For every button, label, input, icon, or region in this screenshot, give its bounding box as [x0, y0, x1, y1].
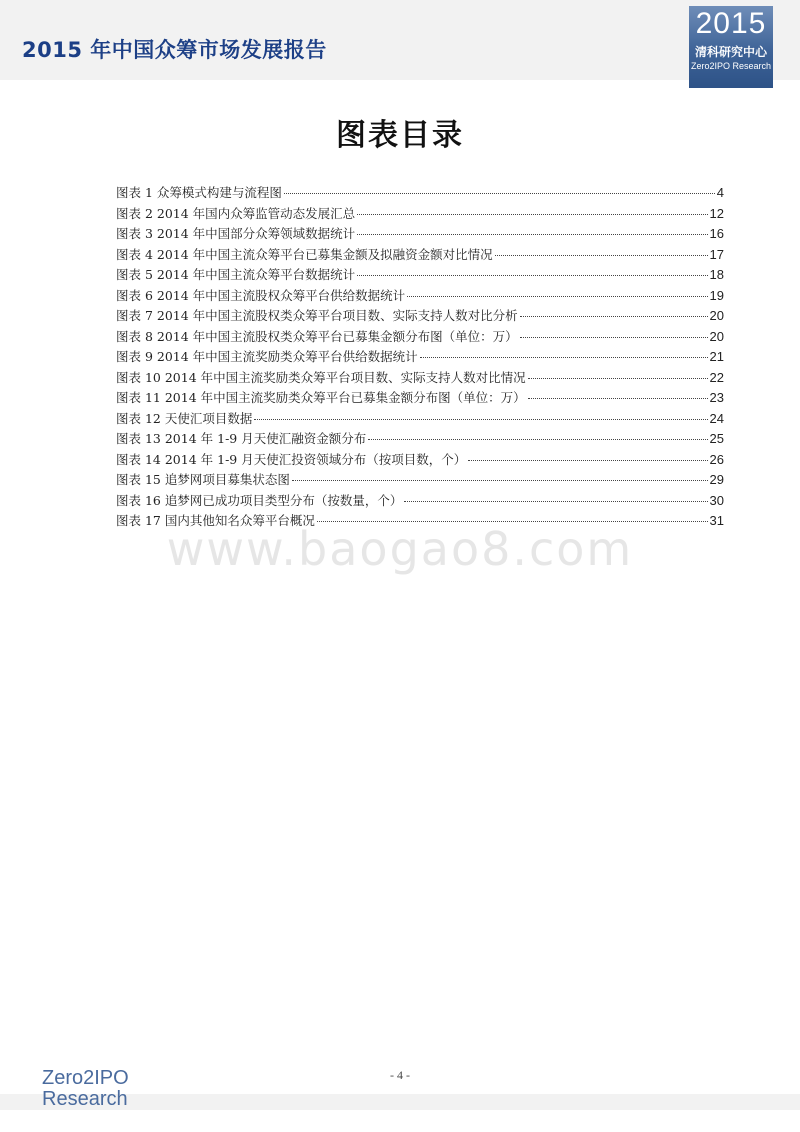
- toc-entry-page: 26: [709, 451, 724, 467]
- toc-entry-label: 图表 10 2014 年中国主流奖励类众筹平台项目数、实际支持人数对比情况: [116, 369, 526, 385]
- badge-org-cn: 清科研究中心: [694, 45, 767, 59]
- toc-entry-page: 30: [709, 492, 724, 508]
- toc-entry-page: 29: [709, 472, 724, 487]
- toc-entry[interactable]: [116, 409, 724, 430]
- toc-entry-label: 图表 11 2014 年中国主流奖励类众筹平台已募集金额分布图（单位：万）: [116, 390, 526, 405]
- toc-entry[interactable]: [116, 245, 724, 266]
- toc-entry[interactable]: [116, 204, 724, 225]
- toc-entry-page: 18: [709, 267, 724, 282]
- toc-entry-page: 17: [709, 246, 724, 262]
- toc-leader-dots: [357, 214, 707, 215]
- toc-entry-page: 25: [709, 431, 724, 446]
- figure-index-list: [116, 183, 724, 532]
- toc-entry[interactable]: [116, 450, 724, 471]
- toc-entry-page: 12: [709, 205, 724, 221]
- toc-entry-page: 22: [709, 369, 724, 385]
- page-heading: 图表目录: [336, 118, 464, 153]
- toc-leader-dots: [468, 460, 707, 461]
- toc-leader-dots: [254, 419, 707, 420]
- toc-entry-label: 图表 2 2014 年国内众筹监管动态发展汇总: [116, 205, 356, 221]
- toc-entry-page: 20: [709, 328, 724, 344]
- zero2ipo-badge-logo: [689, 6, 773, 88]
- toc-leader-dots: [420, 357, 708, 358]
- toc-leader-dots: [368, 439, 707, 440]
- toc-entry-label: 图表 1 众筹模式构建与流程图: [116, 185, 282, 200]
- toc-leader-dots: [520, 316, 708, 317]
- toc-entry[interactable]: [116, 327, 724, 348]
- toc-entry[interactable]: [116, 368, 724, 389]
- toc-entry[interactable]: [116, 183, 724, 204]
- report-title: 2015 年中国众筹市场发展报告: [22, 38, 327, 62]
- toc-entry-page: 24: [709, 410, 724, 426]
- toc-entry-page: 23: [709, 390, 724, 405]
- toc-entry[interactable]: [116, 306, 724, 327]
- toc-entry[interactable]: [116, 265, 724, 286]
- page-header: [0, 0, 800, 80]
- toc-entry[interactable]: [116, 470, 724, 491]
- watermark: www.baogao8.com: [166, 522, 634, 576]
- toc-entry-label: 图表 16 追梦网已成功项目类型分布（按数量，个）: [116, 492, 403, 508]
- toc-leader-dots: [284, 193, 715, 194]
- toc-entry-label: 图表 3 2014 年中国部分众筹领域数据统计: [116, 226, 356, 241]
- footer-logo: [42, 1068, 129, 1110]
- toc-entry-label: 图表 13 2014 年 1-9 月天使汇融资金额分布: [116, 431, 367, 446]
- toc-leader-dots: [407, 296, 707, 297]
- toc-leader-dots: [357, 275, 707, 276]
- toc-entry-label: 图表 7 2014 年中国主流股权类众筹平台项目数、实际支持人数对比分析: [116, 308, 518, 323]
- toc-entry-page: 21: [709, 349, 724, 364]
- badge-org-en: Zero2IPO Research: [690, 61, 772, 71]
- toc-entry-label: 图表 6 2014 年中国主流股权众筹平台供给数据统计: [116, 287, 406, 303]
- toc-entry[interactable]: [116, 224, 724, 245]
- toc-entry-page: 20: [709, 308, 724, 323]
- toc-entry[interactable]: [116, 491, 724, 512]
- toc-leader-dots: [292, 480, 708, 481]
- footer-logo-line1: Zero2IPO: [42, 1067, 129, 1089]
- toc-entry[interactable]: [116, 347, 724, 368]
- toc-entry-label: 图表 14 2014 年 1-9 月天使汇投资领域分布（按项目数，个）: [116, 451, 467, 467]
- toc-leader-dots: [404, 501, 707, 502]
- badge-year: 2015: [695, 7, 767, 40]
- toc-entry-label: 图表 15 追梦网项目募集状态图: [116, 472, 290, 487]
- toc-leader-dots: [520, 337, 708, 338]
- toc-entry[interactable]: [116, 388, 724, 409]
- toc-entry[interactable]: [116, 429, 724, 450]
- toc-entry[interactable]: [116, 286, 724, 307]
- toc-entry-label: 图表 4 2014 年中国主流众筹平台已募集金额及拟融资金额对比情况: [116, 246, 493, 262]
- page-number: - 4 -: [390, 1068, 410, 1082]
- toc-entry-label: 图表 8 2014 年中国主流股权类众筹平台已募集金额分布图（单位：万）: [116, 328, 518, 344]
- toc-entry-label: 图表 12 天使汇项目数据: [116, 410, 253, 426]
- footer-logo-line2: Research: [42, 1088, 128, 1110]
- toc-leader-dots: [528, 398, 708, 399]
- toc-entry-page: 19: [709, 287, 724, 303]
- toc-entry-label: 图表 17 国内其他知名众筹平台概况: [116, 513, 315, 528]
- toc-entry-label: 图表 9 2014 年中国主流奖励类众筹平台供给数据统计: [116, 349, 418, 364]
- toc-entry-page: 31: [709, 513, 724, 528]
- toc-entry-page: 4: [716, 185, 724, 200]
- toc-entry-page: 16: [709, 226, 724, 241]
- toc-leader-dots: [495, 255, 708, 256]
- toc-leader-dots: [357, 234, 707, 235]
- toc-leader-dots: [528, 378, 708, 379]
- toc-entry-label: 图表 5 2014 年中国主流众筹平台数据统计: [116, 267, 356, 282]
